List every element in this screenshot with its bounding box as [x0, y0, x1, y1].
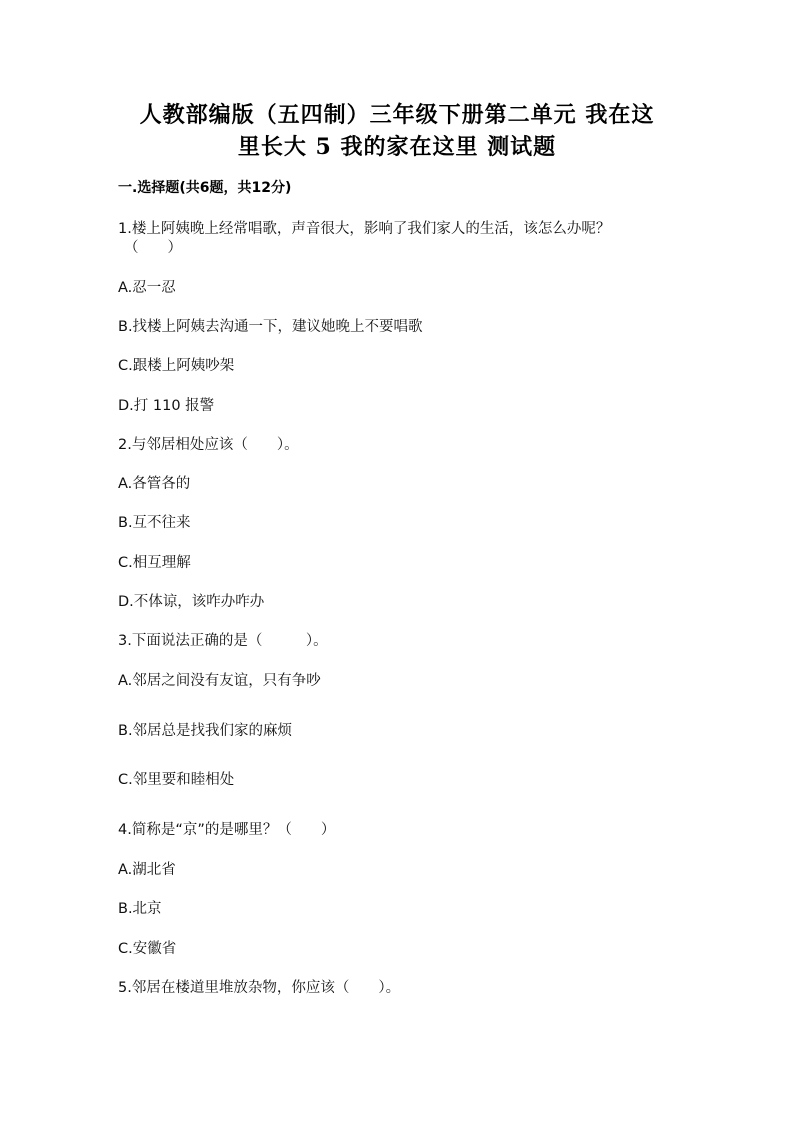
question-4-option-c: C.安徽省: [118, 941, 177, 957]
question-1-option-c: C.跟楼上阿姨吵架: [118, 358, 235, 374]
question-4-option-a: A.湖北省: [118, 862, 176, 878]
question-2-option-d: D.不体谅，该咋办咋办: [118, 594, 265, 610]
question-2-option-a: A.各管各的: [118, 476, 191, 492]
question-1-answer-blank: （ ）: [124, 240, 182, 256]
question-4-stem: 4.简称是“京”的是哪里？（ ）: [118, 822, 336, 838]
question-3-stem: 3.下面说法正确的是（ ）。: [118, 633, 328, 649]
question-2-stem: 2.与邻居相处应该（ ）。: [118, 437, 299, 453]
question-2-option-c: C.相互理解: [118, 555, 191, 571]
document-title-line-1: 人教部编版（五四制）三年级下册第二单元 我在这: [139, 102, 655, 128]
question-1-stem: 1.楼上阿姨晚上经常唱歌，声音很大，影响了我们家人的生活，该怎么办呢？: [118, 221, 611, 237]
document-title-line-2: 里长大 5 我的家在这里 测试题: [237, 134, 557, 160]
question-4-option-b: B.北京: [118, 901, 162, 917]
question-1-option-d: D.打 110 报警: [118, 398, 215, 414]
question-5-stem: 5.邻居在楼道里堆放杂物，你应该（ ）。: [118, 980, 401, 996]
question-1-option-b: B.找楼上阿姨去沟通一下，建议她晚上不要唱歌: [118, 319, 423, 335]
question-3-option-a: A.邻居之间没有友谊，只有争吵: [118, 673, 321, 689]
question-3-option-c: C.邻里要和睦相处: [118, 772, 235, 788]
section-heading: 一.选择题(共6题，共12分): [118, 180, 292, 196]
question-2-option-b: B.互不往来: [118, 515, 191, 531]
question-1-option-a: A.忍一忍: [118, 280, 176, 296]
question-3-option-b: B.邻居总是找我们家的麻烦: [118, 723, 293, 739]
